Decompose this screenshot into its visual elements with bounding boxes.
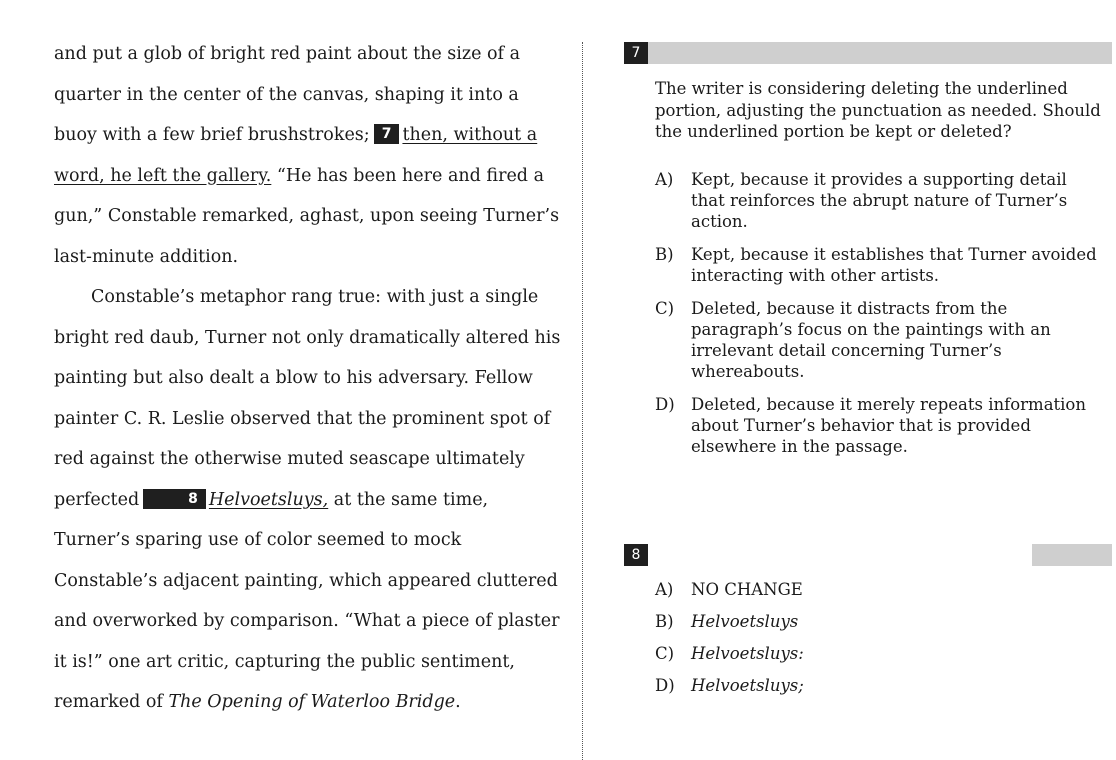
underlined-portion-7[interactable]: then, without a word, he left the gallery. — [54, 125, 538, 186]
option-text: Deleted, because it distracts from the paragraph’s focus on the paintings with an irrelevant detail concerning Turner’s whereabouts. — [691, 299, 1051, 381]
option-letter: A) — [655, 170, 674, 189]
option-text: Helvoetsluys: — [691, 644, 804, 663]
passage — [54, 34, 566, 723]
option-text: Kept, because it provides a supporting detail that reinforces the abrupt nature of Turner’s action. — [691, 170, 1068, 231]
header-bar — [1032, 544, 1112, 566]
question-8-number: 8 — [624, 544, 648, 566]
question-7-marker[interactable]: 7 — [374, 124, 400, 144]
answer-option[interactable] — [655, 579, 1105, 600]
option-text: Kept, because it establishes that Turner avoided interacting with other artists. — [691, 245, 1097, 285]
passage-text: and put a glob of bright red paint about the size of a quarter in the center of the canvas, shaping it into a buoy with a few brief brushstrokes; — [54, 44, 521, 145]
column-divider — [582, 42, 583, 760]
question-8-header — [624, 544, 1112, 566]
answer-option[interactable] — [655, 611, 1105, 632]
option-text: Helvoetsluys — [691, 612, 799, 631]
passage-text: . — [455, 692, 461, 712]
answer-option[interactable] — [655, 169, 1105, 232]
passage-paragraph-2 — [54, 277, 566, 723]
option-letter: A) — [655, 580, 674, 599]
underlined-portion-8[interactable]: Helvoetsluys, — [208, 489, 329, 510]
option-text: Helvoetsluys; — [691, 676, 804, 695]
passage-paragraph-1 — [54, 34, 566, 277]
passage-text: “He has been here and fired a gun,” Constable remarked, aghast, upon seeing Turner’s last-minute addition. — [54, 165, 560, 267]
option-text: Deleted, because it merely repeats information about Turner’s behavior that is provided elsewhere in the passage. — [691, 395, 1086, 456]
answer-option[interactable] — [655, 394, 1105, 457]
answer-option[interactable] — [655, 298, 1105, 382]
option-letter: B) — [655, 612, 674, 631]
answer-option[interactable] — [655, 643, 1105, 664]
artwork-title: The Opening of Waterloo Bridge — [168, 692, 456, 712]
question-8-marker[interactable]: 8 — [143, 489, 206, 509]
option-letter: C) — [655, 644, 675, 663]
option-letter: C) — [655, 299, 675, 318]
option-letter: B) — [655, 245, 674, 264]
passage-text: Constable’s metaphor rang true: with just a single bright red daub, Turner not only dramatically altered his painting but also dealt a blow to his adversary. Fellow painter C. R. Leslie observed that the prominent spot of red against the otherwise muted seascape ultimately perfected — [54, 287, 561, 510]
answer-option[interactable] — [655, 675, 1105, 696]
option-letter: D) — [655, 395, 675, 414]
question-7-options — [655, 169, 1105, 469]
answer-option[interactable] — [655, 244, 1105, 286]
option-text: NO CHANGE — [691, 580, 803, 599]
question-7-number: 7 — [624, 42, 648, 64]
passage-text: at the same time, Turner’s sparing use of color seemed to mock Constable’s adjacent painting, which appeared cluttered and overworked by comparison. “What a piece of plaster it is!” one art critic, capturing the public sentiment, remarked of — [54, 489, 560, 712]
question-8-options — [655, 579, 1105, 707]
question-7-stem: The writer is considering deleting the underlined portion, adjusting the punctuation as needed. Should the underlined portion be kept or deleted? — [655, 79, 1101, 141]
question-7-header — [624, 42, 1112, 64]
option-letter: D) — [655, 676, 675, 695]
